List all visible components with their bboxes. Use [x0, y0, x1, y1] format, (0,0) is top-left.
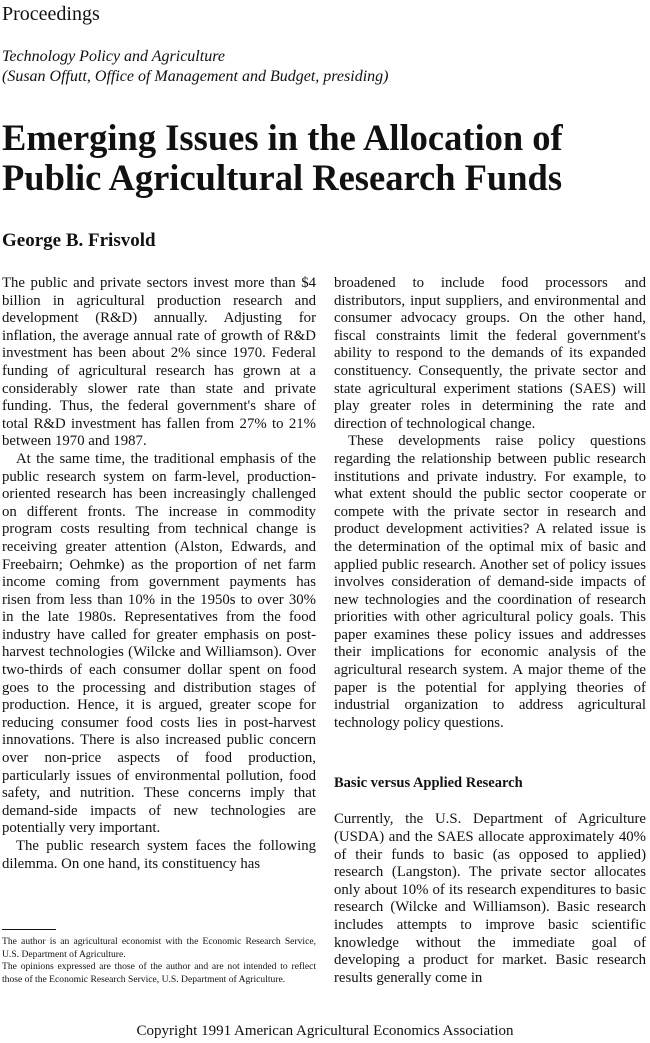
article-title-line-1: Emerging Issues in the Allocation of: [2, 117, 563, 158]
body-paragraph: Currently, the U.S. Department of Agriculture (USDA) and the SAES allocate approximately 40% of their funds to basic (as opposed to applied) research (Langston). The private sector allocates only about 10% of its research expenditures to basic research (Wilcke and Williamson). Basic research includes attempts to improve basic scientific knowledge without the immediate goal of developing a product for market. Basic research results generally come in: [334, 811, 646, 986]
body-paragraph: broadened to include food processors and distributors, input suppliers, and environmental and consumer advocacy groups. On the other hand, fiscal constraints limit the federal government's ability to respond to the demands of its expanded constituency. Consequently, the private sector and state agricultural experiment stations (SAES) will play greater roles in determining the rate and direction of technological change.: [334, 275, 646, 432]
article-title-line-2: Public Agricultural Research Funds: [2, 157, 563, 198]
section-heading: Basic versus Applied Research: [334, 775, 523, 792]
left-column: [2, 275, 316, 873]
session-presiding: (Susan Offutt, Office of Management and Budget, presiding): [2, 68, 389, 85]
body-paragraph: These developments raise policy questions regarding the relationship between public research institutions and private industry. For example, to what extent should the public sector cooperate or compete with the private sector in research and product development activities? A related issue is the determination of the optimal mix of basic and applied public research. Another set of policy issues involves consideration of demand-side impacts of new technologies and the coordination of research priorities with other agricultural policy goals. This paper examines these policy issues and addresses their implications for economic analysis of the agricultural research system. A major theme of the paper is the potential for applying theories of industrial organization to address agricultural technology policy questions.: [334, 433, 646, 731]
body-paragraph: The public and private sectors invest more than $4 billion in agricultural production research and development (R&D) annually. Adjusting for inflation, the average annual rate of growth of R&D investment has been about 2% since 1970. Federal funding of agricultural research has grown at a considerably slower rate than state and private funding. Thus, the federal government's share of total R&D investment has fallen from 27% to 21% between 1970 and 1987.: [2, 275, 316, 450]
footnote: The opinions expressed are those of the author and are not intended to reflect those of the Economic Research Service, U.S. Department of Agriculture.: [2, 961, 316, 985]
body-paragraph: At the same time, the traditional emphasis of the public research system on farm-level, production-oriented research has been increasingly challenged on different fronts. The increase in commodity program costs resulting from technical change is receiving greater attention (Alston, Edwards, and Freebairn; Oehmke) as the proportion of net farm income coming from government payments has risen from less than 10% in the 1950s to over 30% in the late 1980s. Representatives from the food industry have called for greater emphasis on post-harvest technologies (Wilcke and Williamson). Over two-thirds of each consumer dollar spent on food goes to the processing and distribution stages of production. Hence, it is argued, greater scope for reducing consumer food costs lies in post-harvest innovations. There is also increased public concern over non-price aspects of food production, particularly issues of environmental pollution, food safety, and nutrition. These concerns imply that demand-side impacts of new technologies are potentially very important.: [2, 450, 316, 837]
right-column: [334, 275, 646, 987]
running-head: Proceedings: [2, 3, 100, 25]
session-title: Technology Policy and Agriculture: [2, 48, 225, 65]
footnote-divider: [2, 929, 56, 930]
copyright-line: Copyright 1991 American Agricultural Economics Association: [136, 1023, 514, 1039]
footnotes: [2, 936, 316, 986]
article-author: George B. Frisvold: [2, 230, 156, 251]
article-title: [2, 118, 648, 198]
footnote: The author is an agricultural economist with the Economic Research Service, U.S. Department of Agriculture.: [2, 936, 316, 960]
session-info: [2, 47, 388, 87]
body-paragraph: The public research system faces the following dilemma. On one hand, its constituency has: [2, 838, 316, 872]
